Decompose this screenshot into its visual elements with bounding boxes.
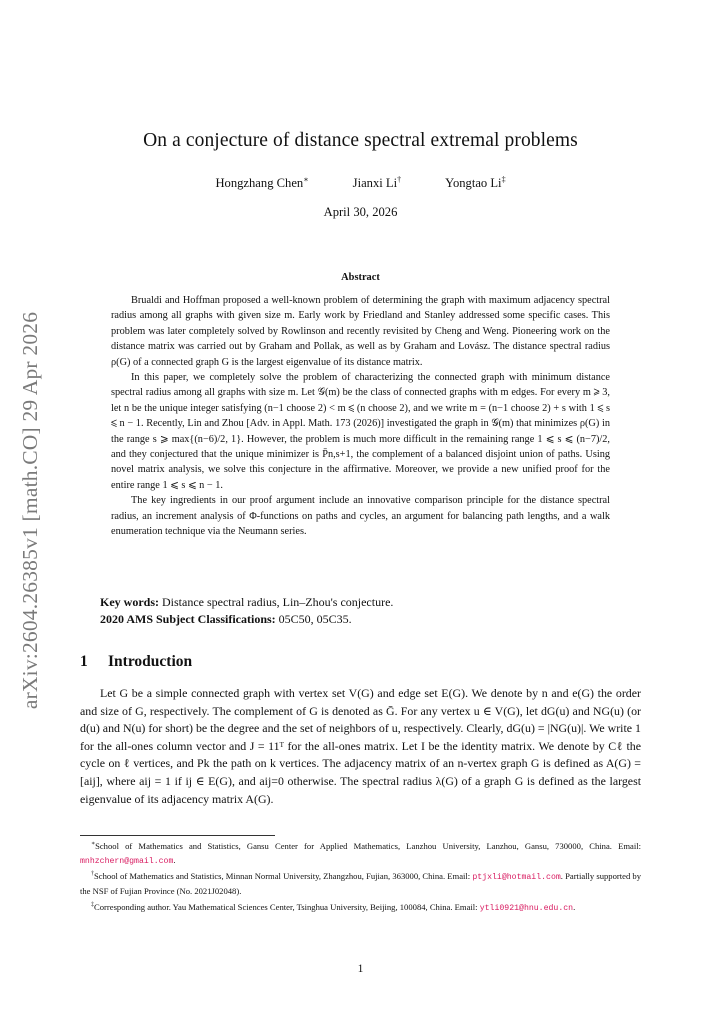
author-list [80,175,641,191]
abstract-paragraph: Brualdi and Hoffman proposed a well-known problem of determining the graph with maximum adjacency spectral radius among all graphs with given size m. Early work by Friedland and Stanley addressed some specific cases. This problem was later completely solved by Rowlinson and recently revisited by Cheng and Weng. Pioneering work on the distance matrix was carried out by Graham and Pollak, as well as by Graham and Lovász. The distance spectral radius ρ(G) of a connected graph G is the largest eigenvalue of its distance matrix. [111,295,610,368]
footnotes [80,838,641,915]
abstract-body [111,293,610,540]
abstract-paragraph: The key ingredients in our proof argument include an innovative comparison principle for the distance spectral radius, an increment analysis of Φ-functions on paths and cycles, an argument for balancing path lengths, and a walk enumeration technique via the Neumann series. [111,495,610,538]
email-link[interactable]: mnhzchern@gmail.com [80,856,174,866]
section-title: Introduction [108,653,193,670]
email-link[interactable]: ptjxli@hotmail.com [472,873,561,883]
ams-text: 05C50, 05C35. [278,611,352,626]
keywords-block [100,594,640,627]
author: Yongtao Li‡ [445,175,506,191]
keywords-label: Key words: [100,595,159,609]
footnote: ‡Corresponding author. Yau Mathematical Sciences Center, Tsinghua University, Beijing, 100084, China. Email: ytli0921@hnu.edu.cn. [91,901,576,913]
footnote-rule [80,835,275,836]
footnote: ∗School of Mathematics and Statistics, Gansu Center for Applied Mathematics, Lanzhou University, Lanzhou, Gansu, 730000, China. Email: mnhzchern@gmail.com. [80,840,641,866]
section-number: 1 [80,653,88,670]
page-number: 1 [357,963,364,975]
ams-label: 2020 AMS Subject Classifications: [100,611,276,626]
intro-paragraph: Let G be a simple connected graph with vertex set V(G) and edge set E(G). We denote by n and e(G) the order and size of G, respectively. The complement of G is denoted as Ḡ. For any vertex u ∈ V(G), let dG(u) and NG(u) (or d(u) and N(u) for short) be the degree and the set of neighbors of u, respectively. Clearly, dG(u) = |NG(u)|. We write 1 for the all-ones column vector and J = 11ᵀ for the all-ones matrix. Let I be the identity matrix. We denote by Cℓ the cycle on ℓ vertices, and Pk the path on k vertices. The adjacency matrix of an n-vertex graph G is defined as A(G) = [aij], where aij = 1 if ij ∈ E(G), and aij=0 otherwise. The spectral radius λ(G) of a graph G is defined as the largest eigenvalue of its adjacency matrix A(G). [80,686,641,806]
footnote: †School of Mathematics and Statistics, Minnan Normal University, Zhangzhou, Fujian, 363000, China. Email: ptjxli@hotmail.com. Partially supported by the NSF of Fujian Province (No. 2021J02048). [80,871,642,896]
author: Hongzhang Chen∗ [215,175,309,191]
author: Jianxi Li† [352,175,402,191]
email-link[interactable]: ytli0921@hnu.edu.cn [479,903,574,913]
keywords-line [100,594,640,611]
introduction-body [80,685,641,808]
abstract-heading: Abstract [341,272,380,283]
paper-date: April 30, 2026 [323,205,398,219]
abstract-paragraph: In this paper, we completely solve the problem of characterizing the connected graph with minimum distance spectral radius among all graphs with size m. Let 𝒢(m) be the class of connected graphs with m edges. For every m ⩾ 3, let n be the unique integer satisfying (n−1 choose 2) < m ⩽ (n choose 2), and we write m = (n−1 choose 2) + s with 1 ⩽ s ⩽ n − 1. Recently, Lin and Zhou [Adv. in Appl. Math. 173 (2026)] investigated the graph in 𝒢(m) that minimizes ρ(G) in the range s ⩾ max{(n−6)/2, 1}. However, the problem is much more difficult in the remaining range 1 ⩽ s ⩽ (n−7)/2, and they conjectured that the unique minimizer is P̄n,s+1, the complement of a balanced disjoint union of paths. Using novel matrix analysis, we solve this conjecture in the affirmative. Moreover, we provide a new unified proof for the entire range 1 ⩽ s ⩽ n − 1. [111,372,610,491]
ams-line [100,611,640,628]
arxiv-stamp [14,285,48,735]
arxiv-stamp-text: arXiv:2604.26385v1 [math.CO] 29 Apr 2026 [18,311,43,709]
section-heading [80,653,192,671]
keywords-text: Distance spectral radius, Lin–Zhou's conjecture. [162,595,394,609]
paper-title: On a conjecture of distance spectral extremal problems [143,130,578,151]
